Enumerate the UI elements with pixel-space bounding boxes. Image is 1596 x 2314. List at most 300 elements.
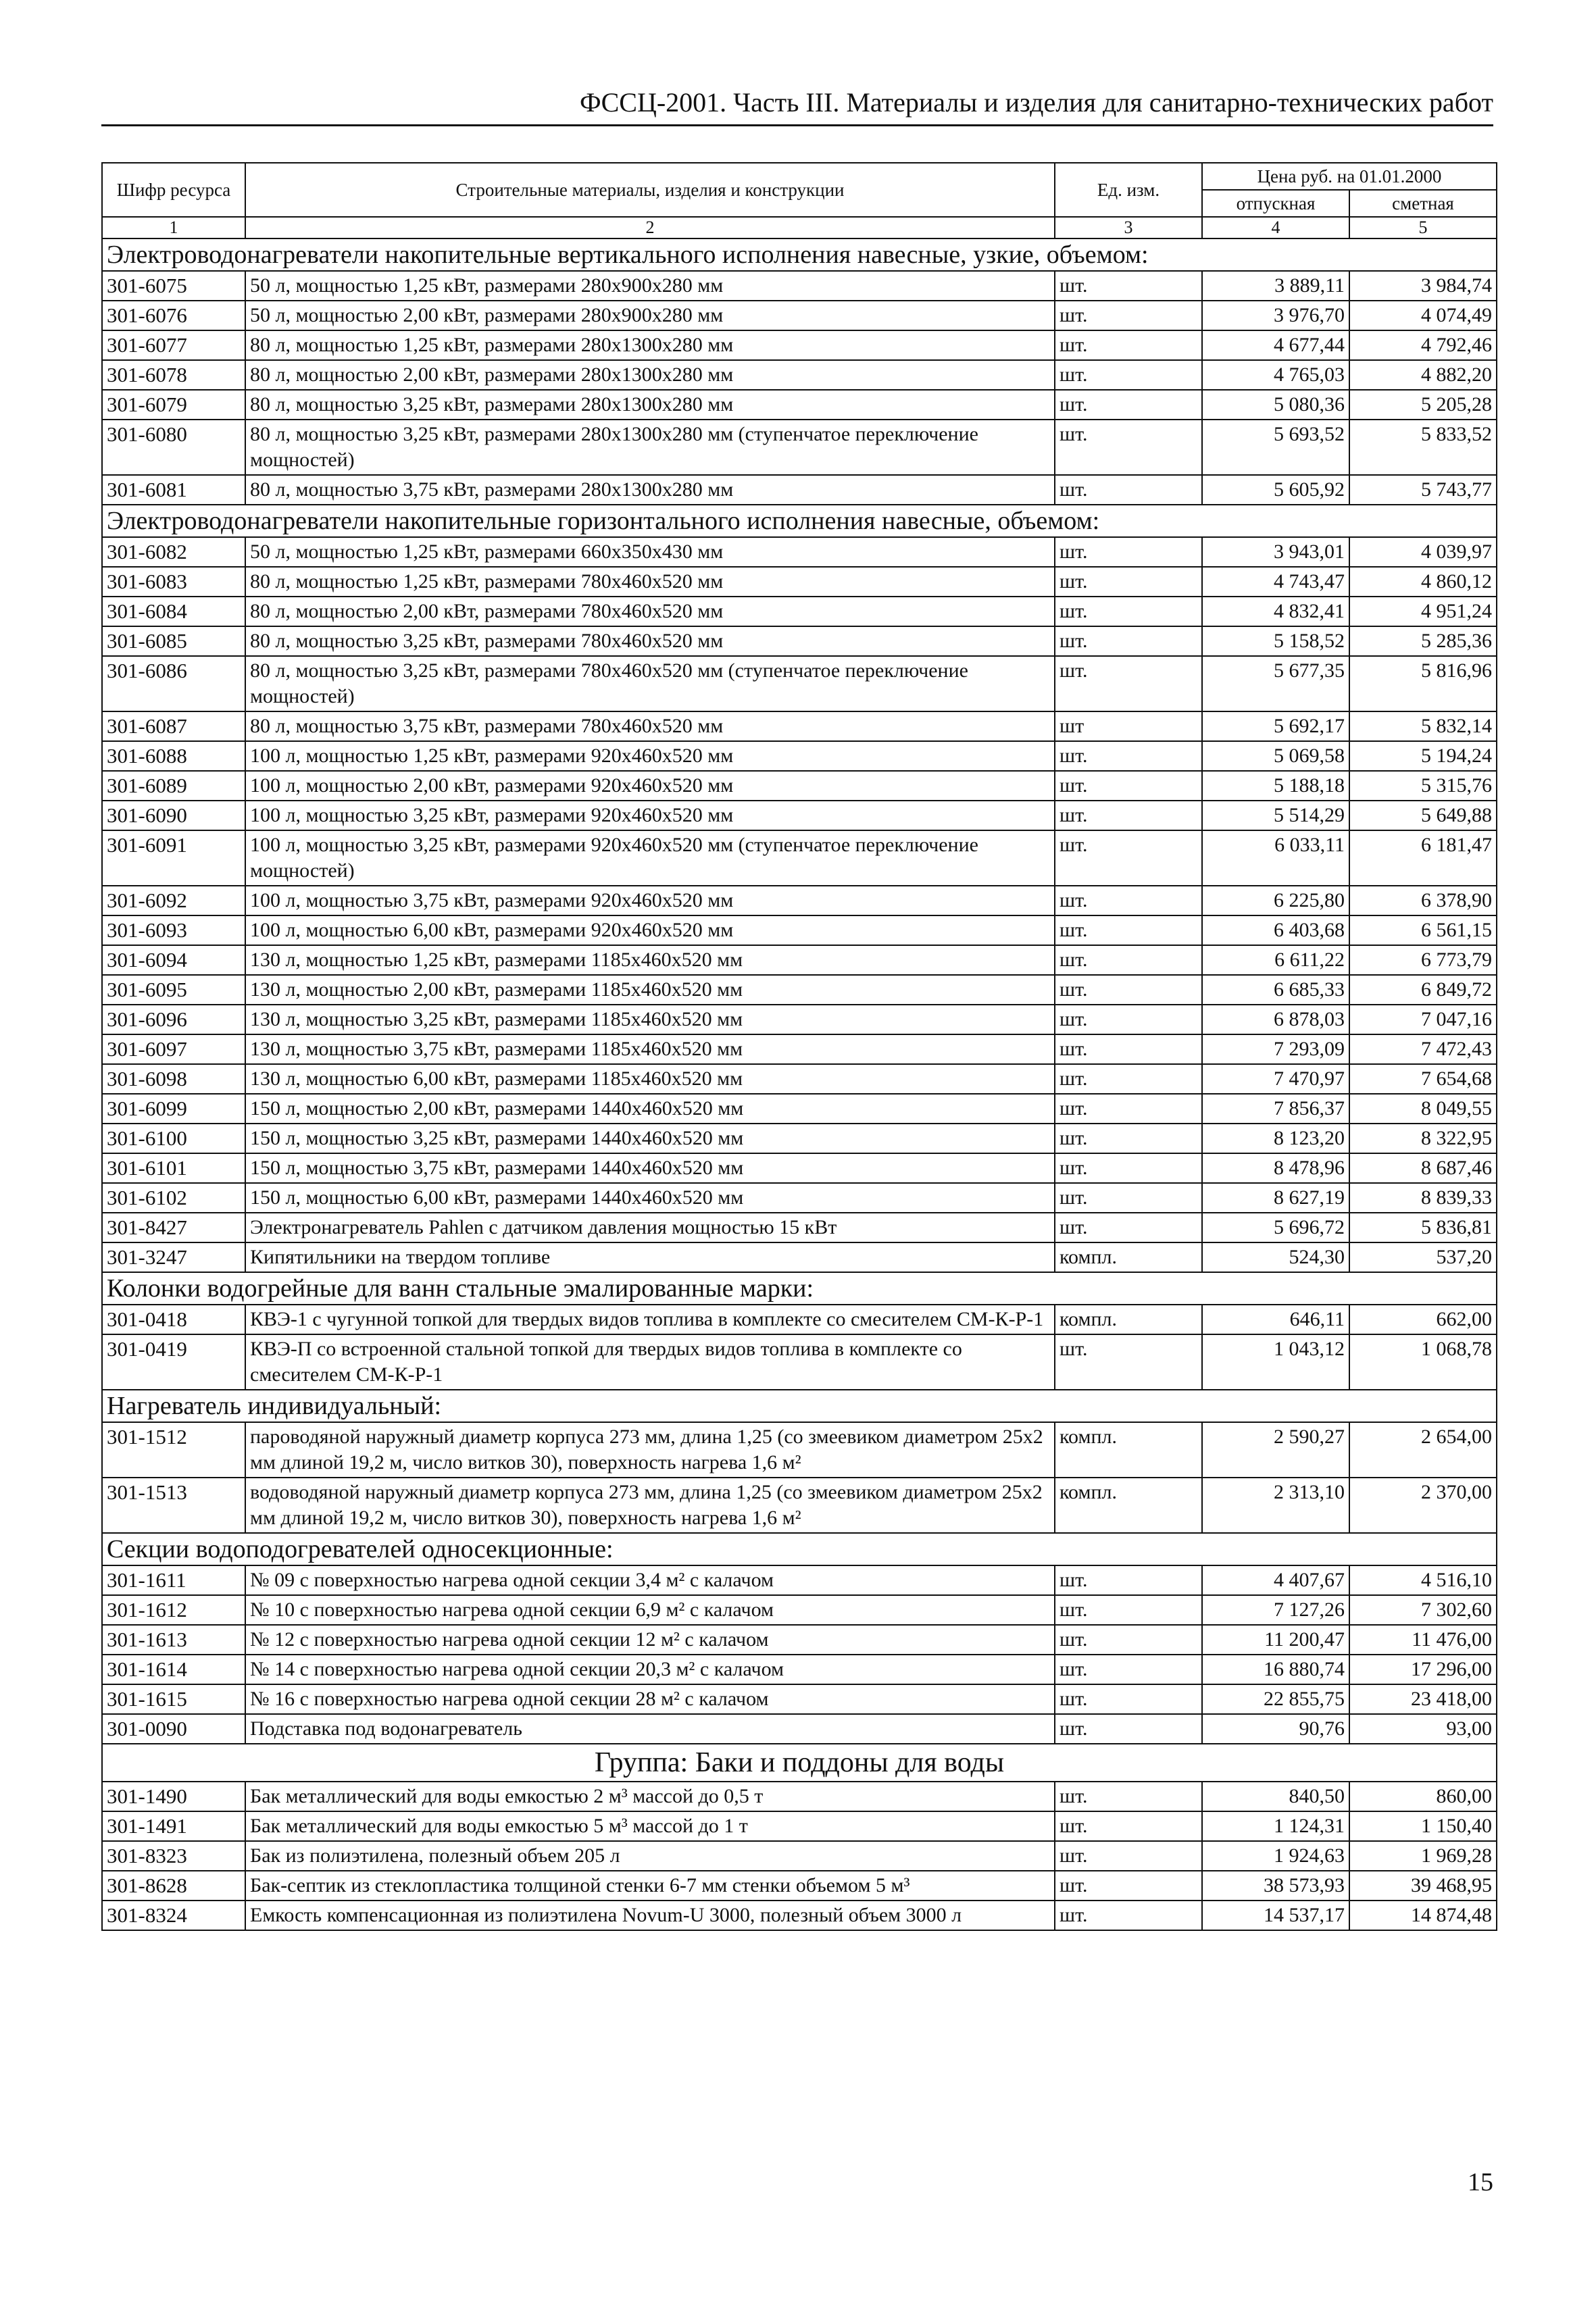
resource-code: 301-6079: [102, 390, 245, 420]
release-price: 6 225,80: [1202, 886, 1349, 915]
estimate-price: 6 181,47: [1349, 830, 1497, 886]
resource-code: 301-1611: [102, 1565, 245, 1595]
estimate-price: 5 816,96: [1349, 656, 1497, 711]
release-price: 38 573,93: [1202, 1871, 1349, 1901]
estimate-price: 5 836,81: [1349, 1213, 1497, 1242]
table-row: [102, 915, 1497, 945]
estimate-price: 6 773,79: [1349, 945, 1497, 975]
table-row: [102, 1334, 1497, 1390]
unit: шт.: [1055, 1124, 1202, 1153]
estimate-price: 1 150,40: [1349, 1811, 1497, 1841]
release-price: 7 127,26: [1202, 1595, 1349, 1625]
unit: шт.: [1055, 656, 1202, 711]
resource-code: 301-6088: [102, 741, 245, 771]
estimate-price: 2 654,00: [1349, 1422, 1497, 1478]
estimate-price: 17 296,00: [1349, 1655, 1497, 1684]
unit: шт.: [1055, 1565, 1202, 1595]
table-row: [102, 1183, 1497, 1213]
item-name: 50 л, мощностью 1,25 кВт, размерами 660х350х430 мм: [245, 537, 1055, 567]
section-heading-row: [102, 238, 1497, 271]
unit: шт.: [1055, 330, 1202, 360]
unit: шт: [1055, 711, 1202, 741]
resource-code: 301-3247: [102, 1242, 245, 1272]
table-row: [102, 597, 1497, 626]
estimate-price: 6 561,15: [1349, 915, 1497, 945]
release-price: 2 590,27: [1202, 1422, 1349, 1478]
release-price: 4 832,41: [1202, 597, 1349, 626]
item-name: 80 л, мощностью 3,25 кВт, размерами 780х460х520 мм (ступенчатое переключение мощностей): [245, 656, 1055, 711]
release-price: 1 924,63: [1202, 1841, 1349, 1871]
resource-code: 301-1614: [102, 1655, 245, 1684]
estimate-price: 5 832,14: [1349, 711, 1497, 741]
table-row: [102, 301, 1497, 330]
unit: компл.: [1055, 1305, 1202, 1334]
resource-code: 301-8628: [102, 1871, 245, 1901]
estimate-price: 4 882,20: [1349, 360, 1497, 390]
item-name: 80 л, мощностью 3,25 кВт, размерами 780х460х520 мм: [245, 626, 1055, 656]
column-number: 5: [1349, 217, 1497, 238]
header-price-release: отпускная: [1202, 190, 1349, 217]
resource-code: 301-6083: [102, 567, 245, 597]
item-name: 80 л, мощностью 2,00 кВт, размерами 280х1300х280 мм: [245, 360, 1055, 390]
release-price: 7 470,97: [1202, 1064, 1349, 1094]
estimate-price: 537,20: [1349, 1242, 1497, 1272]
release-price: 6 685,33: [1202, 975, 1349, 1005]
estimate-price: 4 039,97: [1349, 537, 1497, 567]
estimate-price: 4 951,24: [1349, 597, 1497, 626]
release-price: 22 855,75: [1202, 1684, 1349, 1714]
release-price: 5 514,29: [1202, 801, 1349, 830]
unit: шт.: [1055, 741, 1202, 771]
table-row: [102, 1153, 1497, 1183]
estimate-price: 5 833,52: [1349, 420, 1497, 475]
estimate-price: 7 047,16: [1349, 1005, 1497, 1034]
item-name: 130 л, мощностью 3,25 кВт, размерами 1185х460х520 мм: [245, 1005, 1055, 1034]
release-price: 6 033,11: [1202, 830, 1349, 886]
estimate-price: 662,00: [1349, 1305, 1497, 1334]
item-name: Бак из полиэтилена, полезный объем 205 л: [245, 1841, 1055, 1871]
group-heading-row: [102, 1744, 1497, 1782]
unit: шт.: [1055, 886, 1202, 915]
release-price: 1 124,31: [1202, 1811, 1349, 1841]
item-name: 150 л, мощностью 2,00 кВт, размерами 1440х460х520 мм: [245, 1094, 1055, 1124]
table-body: [102, 238, 1497, 1930]
table-row: [102, 271, 1497, 301]
section-heading-row: [102, 505, 1497, 537]
release-price: 6 878,03: [1202, 1005, 1349, 1034]
item-name: Емкость компенсационная из полиэтилена Novum-U 3000, полезный объем 3000 л: [245, 1901, 1055, 1930]
estimate-price: 860,00: [1349, 1782, 1497, 1811]
table-row: [102, 1841, 1497, 1871]
item-name: 130 л, мощностью 2,00 кВт, размерами 1185х460х520 мм: [245, 975, 1055, 1005]
group-heading: Группа: Баки и поддоны для воды: [102, 1744, 1497, 1782]
release-price: 2 313,10: [1202, 1478, 1349, 1533]
release-price: 5 677,35: [1202, 656, 1349, 711]
release-price: 1 043,12: [1202, 1334, 1349, 1390]
resource-code: 301-0418: [102, 1305, 245, 1334]
item-name: 80 л, мощностью 1,25 кВт, размерами 280х1300х280 мм: [245, 330, 1055, 360]
unit: шт.: [1055, 1153, 1202, 1183]
item-name: КВЭ-П со встроенной стальной топкой для твердых видов топлива в комплекте со смесителем СМ-К-Р-1: [245, 1334, 1055, 1390]
section-heading: Секции водоподогревателей односекционные:: [102, 1533, 1497, 1565]
table-row: [102, 390, 1497, 420]
release-price: 3 976,70: [1202, 301, 1349, 330]
item-name: 100 л, мощностью 3,75 кВт, размерами 920х460х520 мм: [245, 886, 1055, 915]
item-name: 100 л, мощностью 6,00 кВт, размерами 920х460х520 мм: [245, 915, 1055, 945]
estimate-price: 39 468,95: [1349, 1871, 1497, 1901]
estimate-price: 5 205,28: [1349, 390, 1497, 420]
release-price: 646,11: [1202, 1305, 1349, 1334]
table-row: [102, 1478, 1497, 1533]
unit: шт.: [1055, 945, 1202, 975]
estimate-price: 5 285,36: [1349, 626, 1497, 656]
release-price: 6 403,68: [1202, 915, 1349, 945]
table-row: [102, 1124, 1497, 1153]
unit: шт.: [1055, 390, 1202, 420]
resource-code: 301-6076: [102, 301, 245, 330]
resource-code: 301-0090: [102, 1714, 245, 1744]
unit: шт.: [1055, 301, 1202, 330]
estimate-price: 5 315,76: [1349, 771, 1497, 801]
release-price: 90,76: [1202, 1714, 1349, 1744]
unit: шт.: [1055, 1213, 1202, 1242]
table-row: [102, 1714, 1497, 1744]
release-price: 3 889,11: [1202, 271, 1349, 301]
estimate-price: 4 516,10: [1349, 1565, 1497, 1595]
release-price: 3 943,01: [1202, 537, 1349, 567]
table-row: [102, 830, 1497, 886]
resource-code: 301-6085: [102, 626, 245, 656]
estimate-price: 2 370,00: [1349, 1478, 1497, 1533]
item-name: 130 л, мощностью 6,00 кВт, размерами 1185х460х520 мм: [245, 1064, 1055, 1094]
unit: шт.: [1055, 1655, 1202, 1684]
item-name: Кипятильники на твердом топливе: [245, 1242, 1055, 1272]
item-name: 50 л, мощностью 2,00 кВт, размерами 280х900х280 мм: [245, 301, 1055, 330]
item-name: № 10 с поверхностью нагрева одной секции 6,9 м² с калачом: [245, 1595, 1055, 1625]
estimate-price: 7 654,68: [1349, 1064, 1497, 1094]
table-row: [102, 1684, 1497, 1714]
estimate-price: 23 418,00: [1349, 1684, 1497, 1714]
table-row: [102, 330, 1497, 360]
unit: шт.: [1055, 1064, 1202, 1094]
unit: шт.: [1055, 771, 1202, 801]
resource-code: 301-6080: [102, 420, 245, 475]
estimate-price: 8 687,46: [1349, 1153, 1497, 1183]
resource-code: 301-1491: [102, 1811, 245, 1841]
section-heading: Электроводонагреватели накопительные вертикального исполнения навесные, узкие, объемом:: [102, 238, 1497, 271]
unit: шт.: [1055, 1034, 1202, 1064]
resource-code: 301-6097: [102, 1034, 245, 1064]
table-row: [102, 801, 1497, 830]
unit: шт.: [1055, 1811, 1202, 1841]
resource-code: 301-1613: [102, 1625, 245, 1655]
resource-code: 301-8324: [102, 1901, 245, 1930]
release-price: 14 537,17: [1202, 1901, 1349, 1930]
resource-code: 301-0419: [102, 1334, 245, 1390]
estimate-price: 93,00: [1349, 1714, 1497, 1744]
resource-code: 301-6081: [102, 475, 245, 505]
unit: шт.: [1055, 360, 1202, 390]
section-heading: Нагреватель индивидуальный:: [102, 1390, 1497, 1422]
section-heading-row: [102, 1390, 1497, 1422]
table-row: [102, 886, 1497, 915]
section-heading-row: [102, 1533, 1497, 1565]
header-rule: [101, 124, 1493, 126]
resource-code: 301-6084: [102, 597, 245, 626]
table-row: [102, 360, 1497, 390]
table-row: [102, 420, 1497, 475]
column-number-row: [102, 217, 1497, 238]
unit: шт.: [1055, 830, 1202, 886]
header-code: Шифр ресурса: [102, 163, 245, 217]
item-name: пароводяной наружный диаметр корпуса 273 мм, длина 1,25 (со змеевиком диаметром 25х2 мм длиной 19,2 м, число витков 30), поверхность нагрева 1,6 м²: [245, 1422, 1055, 1478]
unit: шт.: [1055, 1841, 1202, 1871]
unit: шт.: [1055, 915, 1202, 945]
release-price: 840,50: [1202, 1782, 1349, 1811]
item-name: 100 л, мощностью 1,25 кВт, размерами 920х460х520 мм: [245, 741, 1055, 771]
table-row: [102, 771, 1497, 801]
estimate-price: 4 792,46: [1349, 330, 1497, 360]
item-name: 130 л, мощностью 1,25 кВт, размерами 1185х460х520 мм: [245, 945, 1055, 975]
table-row: [102, 1094, 1497, 1124]
item-name: Бак-септик из стеклопластика толщиной стенки 6-7 мм стенки объемом 5 м³: [245, 1871, 1055, 1901]
resource-code: 301-1615: [102, 1684, 245, 1714]
estimate-price: 5 743,77: [1349, 475, 1497, 505]
release-price: 4 677,44: [1202, 330, 1349, 360]
resource-code: 301-6094: [102, 945, 245, 975]
unit: шт.: [1055, 1094, 1202, 1124]
table-row: [102, 656, 1497, 711]
item-name: № 09 с поверхностью нагрева одной секции 3,4 м² с калачом: [245, 1565, 1055, 1595]
table-row: [102, 741, 1497, 771]
release-price: 5 605,92: [1202, 475, 1349, 505]
item-name: 100 л, мощностью 2,00 кВт, размерами 920х460х520 мм: [245, 771, 1055, 801]
table-row: [102, 567, 1497, 597]
unit: шт.: [1055, 1782, 1202, 1811]
estimate-price: 6 849,72: [1349, 975, 1497, 1005]
estimate-price: 14 874,48: [1349, 1901, 1497, 1930]
release-price: 16 880,74: [1202, 1655, 1349, 1684]
page-number: 15: [1468, 2168, 1493, 2196]
header-price-estimate: сметная: [1349, 190, 1497, 217]
estimate-price: 5 649,88: [1349, 801, 1497, 830]
estimate-price: 8 049,55: [1349, 1094, 1497, 1124]
item-name: водоводяной наружный диаметр корпуса 273 мм, длина 1,25 (со змеевиком диаметром 25х2 мм длиной 19,2 м, число витков 30), поверхность нагрева 1,6 м²: [245, 1478, 1055, 1533]
resource-code: 301-1512: [102, 1422, 245, 1478]
table-row: [102, 975, 1497, 1005]
table-row: [102, 1005, 1497, 1034]
release-price: 5 692,17: [1202, 711, 1349, 741]
item-name: КВЭ-1 с чугунной топкой для твердых видов топлива в комплекте со смесителем СМ-К-Р-1: [245, 1305, 1055, 1334]
table-row: [102, 626, 1497, 656]
unit: шт.: [1055, 626, 1202, 656]
item-name: 100 л, мощностью 3,25 кВт, размерами 920х460х520 мм: [245, 801, 1055, 830]
estimate-price: 1 969,28: [1349, 1841, 1497, 1871]
resource-code: 301-6093: [102, 915, 245, 945]
unit: шт.: [1055, 1005, 1202, 1034]
release-price: 5 188,18: [1202, 771, 1349, 801]
item-name: 150 л, мощностью 3,25 кВт, размерами 1440х460х520 мм: [245, 1124, 1055, 1153]
item-name: 150 л, мощностью 3,75 кВт, размерами 1440х460х520 мм: [245, 1153, 1055, 1183]
item-name: 80 л, мощностью 3,25 кВт, размерами 280х1300х280 мм: [245, 390, 1055, 420]
item-name: № 12 с поверхностью нагрева одной секции 12 м² с калачом: [245, 1625, 1055, 1655]
resource-code: 301-8427: [102, 1213, 245, 1242]
unit: шт.: [1055, 1871, 1202, 1901]
estimate-price: 8 322,95: [1349, 1124, 1497, 1153]
item-name: 100 л, мощностью 3,25 кВт, размерами 920х460х520 мм (ступенчатое переключение мощностей): [245, 830, 1055, 886]
table-row: [102, 1565, 1497, 1595]
estimate-price: 11 476,00: [1349, 1625, 1497, 1655]
table-row: [102, 1422, 1497, 1478]
resource-code: 301-6089: [102, 771, 245, 801]
item-name: Электронагреватель Pahlen с датчиком давления мощностью 15 кВт: [245, 1213, 1055, 1242]
item-name: 50 л, мощностью 1,25 кВт, размерами 280х900х280 мм: [245, 271, 1055, 301]
table-row: [102, 1595, 1497, 1625]
resource-code: 301-6092: [102, 886, 245, 915]
estimate-price: 5 194,24: [1349, 741, 1497, 771]
resource-code: 301-6087: [102, 711, 245, 741]
column-number: 2: [245, 217, 1055, 238]
header-price-group: Цена руб. на 01.01.2000: [1202, 163, 1497, 190]
item-name: 80 л, мощностью 3,25 кВт, размерами 280х1300х280 мм (ступенчатое переключение мощностей): [245, 420, 1055, 475]
table-header-row: [102, 163, 1497, 190]
resource-code: 301-1612: [102, 1595, 245, 1625]
release-price: 4 765,03: [1202, 360, 1349, 390]
table-row: [102, 475, 1497, 505]
resource-code: 301-6090: [102, 801, 245, 830]
resource-code: 301-6082: [102, 537, 245, 567]
unit: компл.: [1055, 1422, 1202, 1478]
table-row: [102, 1034, 1497, 1064]
section-heading: Колонки водогрейные для ванн стальные эмалированные марки:: [102, 1272, 1497, 1305]
release-price: 5 080,36: [1202, 390, 1349, 420]
resource-code: 301-6102: [102, 1183, 245, 1213]
release-price: 7 856,37: [1202, 1094, 1349, 1124]
release-price: 7 293,09: [1202, 1034, 1349, 1064]
item-name: № 16 с поверхностью нагрева одной секции 28 м² с калачом: [245, 1684, 1055, 1714]
estimate-price: 7 302,60: [1349, 1595, 1497, 1625]
column-number: 1: [102, 217, 245, 238]
unit: шт.: [1055, 597, 1202, 626]
item-name: 130 л, мощностью 3,75 кВт, размерами 1185х460х520 мм: [245, 1034, 1055, 1064]
unit: шт.: [1055, 801, 1202, 830]
resource-code: 301-6091: [102, 830, 245, 886]
table-row: [102, 1242, 1497, 1272]
estimate-price: 7 472,43: [1349, 1034, 1497, 1064]
estimate-price: 4 860,12: [1349, 567, 1497, 597]
release-price: 5 696,72: [1202, 1213, 1349, 1242]
release-price: 4 407,67: [1202, 1565, 1349, 1595]
item-name: Подставка под водонагреватель: [245, 1714, 1055, 1744]
estimate-price: 8 839,33: [1349, 1183, 1497, 1213]
unit: шт.: [1055, 1183, 1202, 1213]
table-row: [102, 1871, 1497, 1901]
resource-code: 301-6101: [102, 1153, 245, 1183]
unit: шт.: [1055, 271, 1202, 301]
table-row: [102, 1064, 1497, 1094]
table-row: [102, 1213, 1497, 1242]
resource-code: 301-6098: [102, 1064, 245, 1094]
column-number: 3: [1055, 217, 1202, 238]
price-table: [101, 162, 1497, 1931]
unit: шт.: [1055, 537, 1202, 567]
unit: шт.: [1055, 1595, 1202, 1625]
section-heading-row: [102, 1272, 1497, 1305]
unit: компл.: [1055, 1242, 1202, 1272]
unit: шт.: [1055, 1625, 1202, 1655]
release-price: 5 693,52: [1202, 420, 1349, 475]
table-row: [102, 1625, 1497, 1655]
table-row: [102, 1901, 1497, 1930]
unit: шт.: [1055, 1901, 1202, 1930]
release-price: 5 158,52: [1202, 626, 1349, 656]
item-name: № 14 с поверхностью нагрева одной секции 20,3 м² с калачом: [245, 1655, 1055, 1684]
resource-code: 301-6100: [102, 1124, 245, 1153]
section-heading: Электроводонагреватели накопительные горизонтального исполнения навесные, объемом:: [102, 505, 1497, 537]
resource-code: 301-6078: [102, 360, 245, 390]
estimate-price: 6 378,90: [1349, 886, 1497, 915]
resource-code: 301-6095: [102, 975, 245, 1005]
table-row: [102, 711, 1497, 741]
release-price: 6 611,22: [1202, 945, 1349, 975]
unit: шт.: [1055, 1684, 1202, 1714]
resource-code: 301-6099: [102, 1094, 245, 1124]
release-price: 5 069,58: [1202, 741, 1349, 771]
item-name: Бак металлический для воды емкостью 2 м³ массой до 0,5 т: [245, 1782, 1055, 1811]
unit: шт.: [1055, 1714, 1202, 1744]
column-number: 4: [1202, 217, 1349, 238]
resource-code: 301-6086: [102, 656, 245, 711]
table-row: [102, 1305, 1497, 1334]
release-price: 8 627,19: [1202, 1183, 1349, 1213]
resource-code: 301-1490: [102, 1782, 245, 1811]
unit: компл.: [1055, 1478, 1202, 1533]
estimate-price: 4 074,49: [1349, 301, 1497, 330]
release-price: 4 743,47: [1202, 567, 1349, 597]
page-header: ФССЦ-2001. Часть III. Материалы и изделия для санитарно-технических работ: [580, 87, 1493, 118]
table-row: [102, 1655, 1497, 1684]
header-unit: Ед. изм.: [1055, 163, 1202, 217]
release-price: 8 478,96: [1202, 1153, 1349, 1183]
table-row: [102, 945, 1497, 975]
resource-code: 301-6075: [102, 271, 245, 301]
resource-code: 301-1513: [102, 1478, 245, 1533]
resource-code: 301-6077: [102, 330, 245, 360]
unit: шт.: [1055, 1334, 1202, 1390]
header-name: Строительные материалы, изделия и конструкции: [245, 163, 1055, 217]
item-name: Бак металлический для воды емкостью 5 м³ массой до 1 т: [245, 1811, 1055, 1841]
estimate-price: 1 068,78: [1349, 1334, 1497, 1390]
item-name: 150 л, мощностью 6,00 кВт, размерами 1440х460х520 мм: [245, 1183, 1055, 1213]
unit: шт.: [1055, 567, 1202, 597]
release-price: 11 200,47: [1202, 1625, 1349, 1655]
release-price: 8 123,20: [1202, 1124, 1349, 1153]
table-row: [102, 537, 1497, 567]
item-name: 80 л, мощностью 3,75 кВт, размерами 280х1300х280 мм: [245, 475, 1055, 505]
release-price: 524,30: [1202, 1242, 1349, 1272]
table-row: [102, 1811, 1497, 1841]
item-name: 80 л, мощностью 2,00 кВт, размерами 780х460х520 мм: [245, 597, 1055, 626]
estimate-price: 3 984,74: [1349, 271, 1497, 301]
unit: шт.: [1055, 975, 1202, 1005]
unit: шт.: [1055, 475, 1202, 505]
item-name: 80 л, мощностью 1,25 кВт, размерами 780х460х520 мм: [245, 567, 1055, 597]
table-row: [102, 1782, 1497, 1811]
resource-code: 301-8323: [102, 1841, 245, 1871]
resource-code: 301-6096: [102, 1005, 245, 1034]
unit: шт.: [1055, 420, 1202, 475]
item-name: 80 л, мощностью 3,75 кВт, размерами 780х460х520 мм: [245, 711, 1055, 741]
